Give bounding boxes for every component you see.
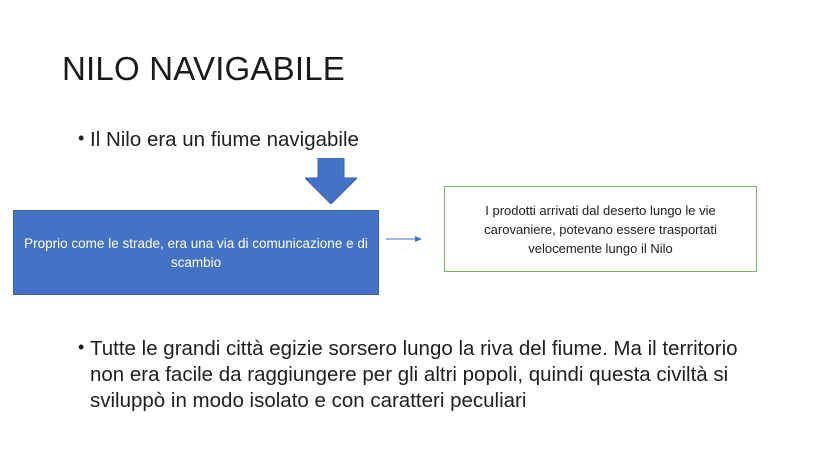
bullet-item-navigable	[78, 128, 359, 152]
bullet-text: Il Nilo era un fiume navigabile	[90, 128, 359, 151]
bullet-item-cities	[78, 336, 768, 414]
communication-box-text: Proprio come le strade, era una via di comunicazione e di scambio	[24, 235, 368, 270]
right-arrow-icon	[386, 233, 422, 245]
down-arrow-icon	[305, 158, 357, 204]
trade-routes-box-text: I prodotti arrivati dal deserto lungo le vie carovaniere, potevano essere trasportati velocemente lungo il Nilo	[484, 202, 717, 256]
bullet-text: Tutte le grandi città egizie sorsero lungo la riva del fiume. Ma il territorio non era facile da raggiungere per gli altri popoli, quindi questa civiltà si sviluppò in modo isolato e con caratteri peculiari	[90, 337, 738, 412]
bullet-dot: •	[78, 128, 85, 148]
communication-box	[13, 210, 379, 295]
slide-title: NILO NAVIGABILE	[62, 50, 345, 87]
trade-routes-box	[444, 186, 757, 272]
bullet-dot: •	[78, 337, 85, 357]
